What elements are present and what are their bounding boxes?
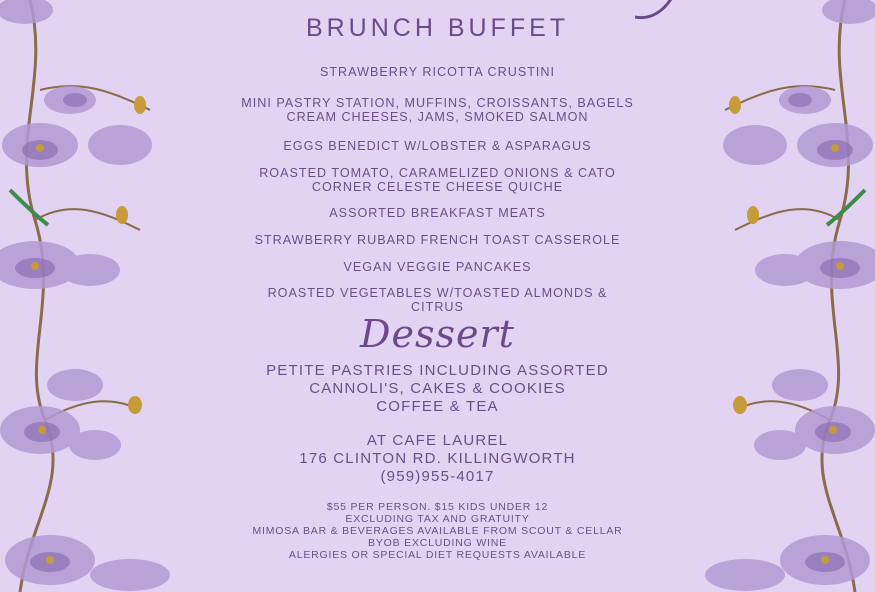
- menu-item: STRAWBERRY RICOTTA CRUSTINI: [319, 65, 556, 79]
- menu-item: EGGS BENEDICT W/LOBSTER & ASPARAGUS: [283, 139, 592, 153]
- dessert-line: COFFEE & TEA: [376, 398, 499, 415]
- fine-print-line: ALERGIES OR SPECIAL DIET REQUESTS AVAILABLE: [288, 549, 587, 561]
- fine-print-line: EXCLUDING TAX AND GRATUITY: [345, 513, 530, 525]
- dessert-line: PETITE PASTRIES INCLUDING ASSORTED: [266, 362, 609, 379]
- location-address: 176 CLINTON RD. KILLINGWORTH: [299, 450, 576, 467]
- menu-item: MINI PASTRY STATION, MUFFINS, CROISSANTS, BAGELS CREAM CHEESES, JAMS, SMOKED SALMON: [241, 96, 634, 124]
- purple-flower-vine-icon: [0, 0, 170, 592]
- menu-item: STRAWBERRY RUBARD FRENCH TOAST CASSEROLE: [254, 233, 621, 247]
- dessert-line: CANNOLI'S, CAKES & COOKIES: [309, 380, 566, 397]
- dessert-heading: Dessert: [360, 312, 515, 356]
- menu-title: BRUNCH BUFFET: [305, 14, 570, 42]
- fine-print-line: BYOB EXCLUDING WINE: [368, 537, 507, 549]
- purple-flower-vine-icon: [705, 0, 875, 592]
- menu-item: ROASTED TOMATO, CARAMELIZED ONIONS & CATO CORNER CELESTE CHEESE QUICHE: [259, 166, 616, 194]
- menu-item: ASSORTED BREAKFAST MEATS: [329, 206, 546, 220]
- fine-print-line: $55 PER PERSON. $15 KIDS UNDER 12: [326, 501, 549, 513]
- location-line: AT CAFE LAUREL: [366, 432, 509, 449]
- menu-item: ROASTED VEGETABLES W/TOASTED ALMONDS & CITRUS: [267, 286, 608, 314]
- fine-print-line: MIMOSA BAR & BEVERAGES AVAILABLE FROM SCOUT & CELLAR: [252, 525, 623, 537]
- menu-content: [160, 0, 715, 592]
- menu-item: VEGAN VEGGIE PANCAKES: [343, 260, 532, 274]
- location-phone: (959)955-4017: [380, 468, 495, 485]
